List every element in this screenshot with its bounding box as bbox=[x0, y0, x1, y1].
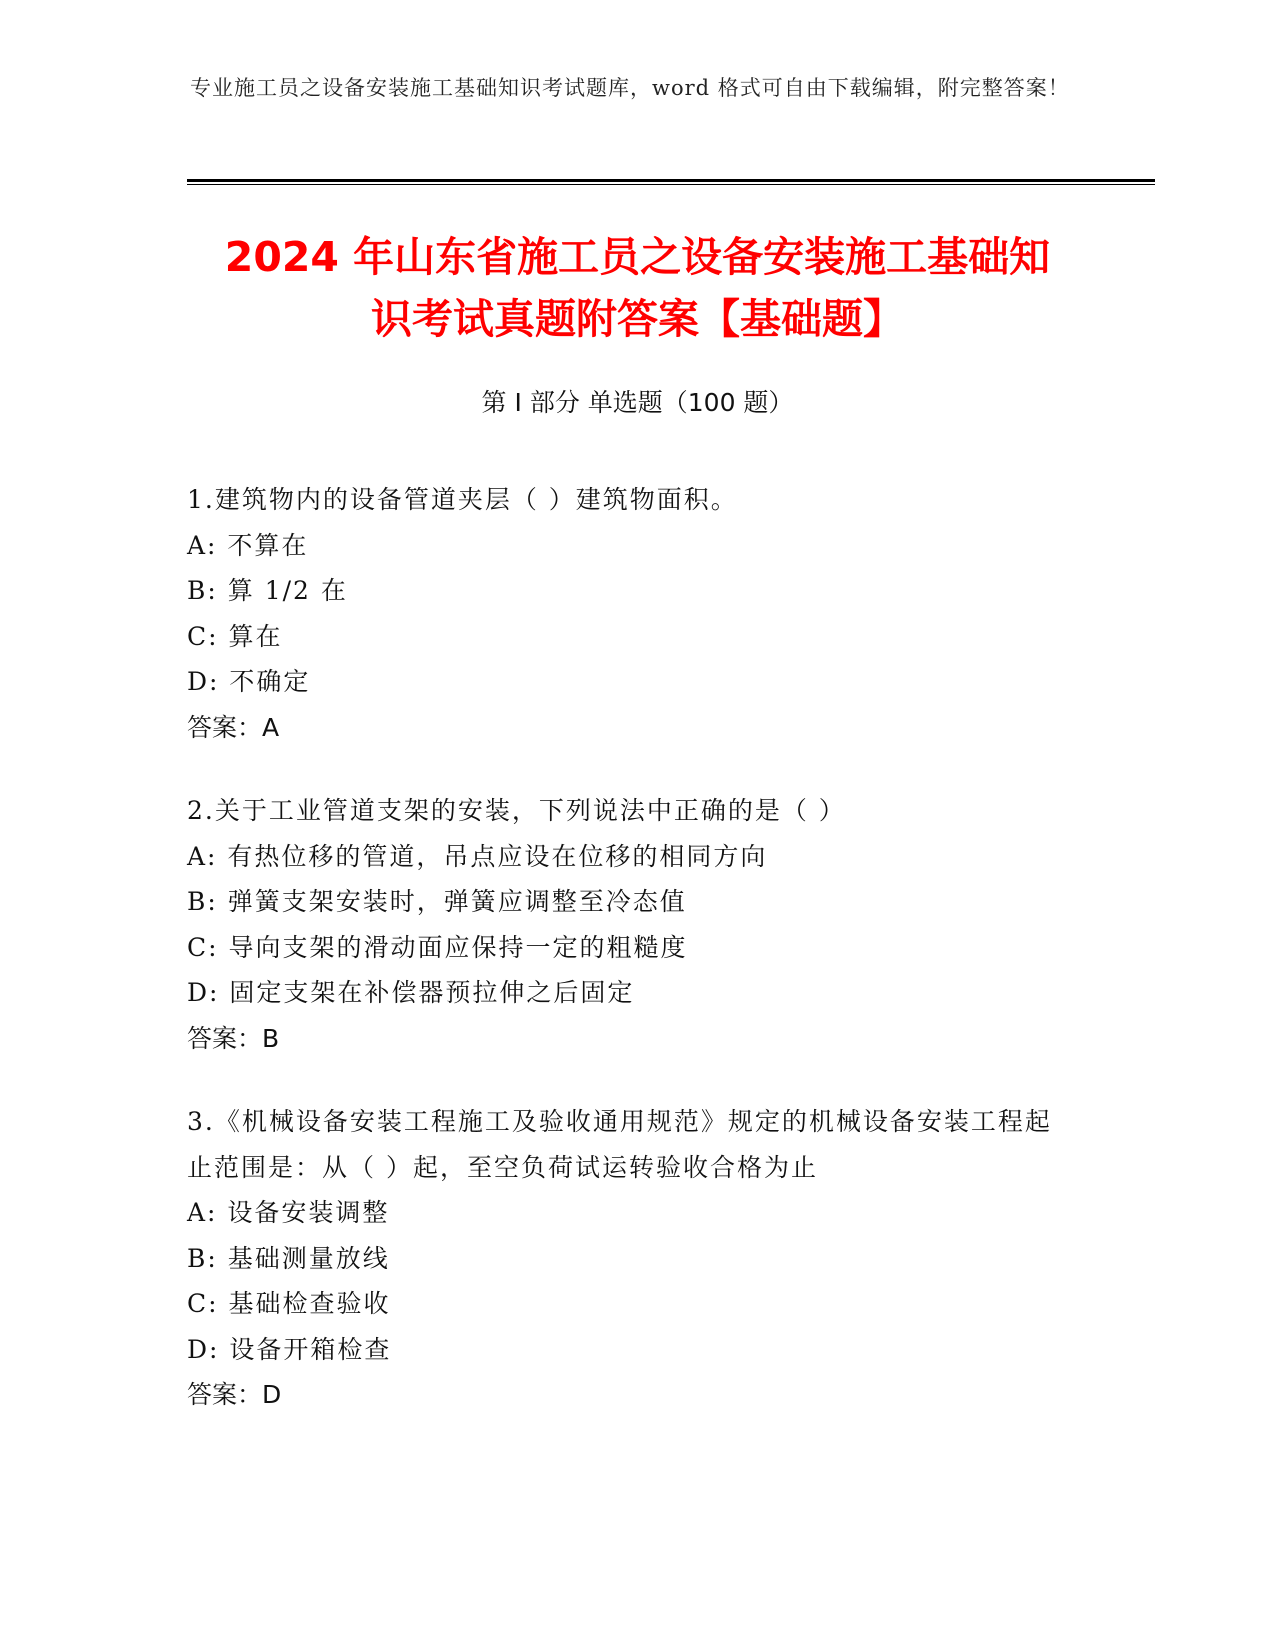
question-list bbox=[187, 477, 1077, 1456]
question-1 bbox=[187, 477, 1077, 750]
option-c: C: 导向支架的滑动面应保持一定的粗糙度 bbox=[187, 932, 688, 962]
question-stem: 3.《机械设备安装工程施工及验收通用规范》规定的机械设备安装工程起止范围是：从（ ）起，至空负荷试运转验收合格为止 bbox=[187, 1107, 1052, 1182]
option-b: B: 基础测量放线 bbox=[187, 1243, 390, 1273]
question-3 bbox=[187, 1099, 1077, 1418]
document-title-line-2: 识考试真题附答案【基础题】 bbox=[371, 295, 904, 343]
option-c: C: 算在 bbox=[187, 621, 283, 651]
option-b: B: 算 1/2 在 bbox=[187, 576, 348, 605]
header-note: 专业施工员之设备安装施工基础知识考试题库，word 格式可自由下载编辑，附完整答案！ bbox=[190, 76, 1070, 100]
option-d: D: 设备开箱检查 bbox=[187, 1334, 392, 1364]
question-2 bbox=[187, 788, 1077, 1061]
header-rule-thin bbox=[187, 184, 1155, 185]
option-c: C: 基础检查验收 bbox=[187, 1289, 391, 1318]
option-d: D: 不确定 bbox=[187, 667, 311, 696]
document-title bbox=[170, 226, 1105, 350]
header-rule-thick bbox=[187, 179, 1155, 182]
answer-line: 答案：B bbox=[187, 1023, 280, 1053]
option-a: A: 不算在 bbox=[187, 530, 309, 560]
document-title-line-1: 2024 年山东省施工员之设备安装施工基础知 bbox=[224, 233, 1051, 281]
option-b: B: 弹簧支架安装时，弹簧应调整至冷态值 bbox=[187, 887, 687, 916]
answer-line: 答案：A bbox=[187, 712, 280, 742]
option-d: D: 固定支架在补偿器预拉伸之后固定 bbox=[187, 978, 635, 1007]
question-stem: 1.建筑物内的设备管道夹层（ ）建筑物面积。 bbox=[187, 485, 738, 514]
option-a: A: 有热位移的管道，吊点应设在位移的相同方向 bbox=[187, 841, 768, 871]
question-stem: 2.关于工业管道支架的安装，下列说法中正确的是（ ） bbox=[187, 796, 846, 825]
section-heading: 第 I 部分 单选题（100 题） bbox=[481, 388, 794, 417]
option-a: A: 设备安装调整 bbox=[187, 1198, 390, 1227]
answer-line: 答案：D bbox=[187, 1380, 282, 1409]
